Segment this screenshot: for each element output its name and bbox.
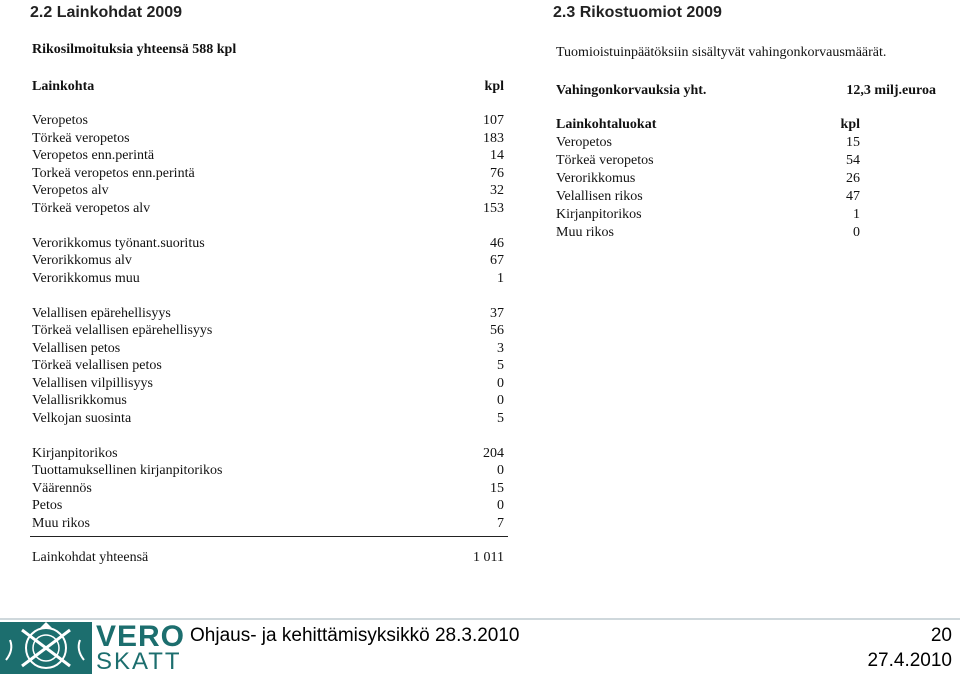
- left-col-label: Lainkohta: [32, 79, 95, 94]
- row-value: 5: [497, 410, 504, 426]
- row-label: Velallisen rikos: [556, 189, 643, 204]
- section-title-rikostuomiot: 2.3 Rikostuomiot 2009: [553, 4, 722, 21]
- table-row: [32, 305, 504, 322]
- table-row: [556, 170, 860, 187]
- page-number: 20: [930, 625, 952, 646]
- row-value: 204: [483, 445, 504, 461]
- row-value: 15: [846, 135, 860, 150]
- table-row: [32, 340, 504, 357]
- row-value: 183: [483, 130, 504, 146]
- footer-unit-date: Ohjaus- ja kehittämisyksikkö 28.3.2010: [190, 625, 520, 646]
- table-row: [32, 130, 504, 147]
- row-value: 56: [490, 323, 504, 338]
- table-row: [32, 165, 504, 182]
- row-label: Petos: [32, 498, 63, 513]
- table-row: [556, 224, 860, 241]
- reports-total-subtitle: Rikosilmoituksia yhteensä 588 kpl: [32, 42, 237, 57]
- table-row: [32, 480, 504, 497]
- row-value: 3: [497, 340, 504, 356]
- row-label: Muu rikos: [556, 225, 614, 240]
- row-label: Verorikkomus: [556, 171, 636, 186]
- row-value: 0: [497, 393, 504, 408]
- table-row: [32, 200, 504, 217]
- vero-skatt-logo: [0, 620, 186, 675]
- table-row: [32, 375, 504, 392]
- row-value: 37: [490, 305, 504, 321]
- damages-row: [556, 82, 936, 99]
- table-row: [32, 252, 504, 269]
- tax-administration-emblem-icon: [0, 620, 92, 674]
- table-row: [32, 445, 504, 462]
- row-label: Tuottamuksellinen kirjanpitorikos: [32, 463, 223, 478]
- row-label: Törkeä velallisen petos: [32, 358, 162, 373]
- row-value: 0: [497, 463, 504, 478]
- row-label: Verorikkomus työnant.suoritus: [32, 235, 205, 251]
- row-value: 54: [846, 153, 860, 168]
- row-value: 76: [490, 165, 504, 181]
- row-value: 67: [490, 253, 504, 268]
- table-row: [32, 392, 504, 409]
- row-label: Muu rikos: [32, 515, 90, 531]
- left-col-unit: kpl: [484, 79, 504, 94]
- row-value: 0: [497, 375, 504, 391]
- section-title-lainkohdat: 2.2 Lainkohdat 2009: [30, 4, 183, 21]
- row-label: Verorikkomus muu: [32, 270, 140, 286]
- logo-skatt-text: SKATT: [96, 648, 182, 675]
- table-row: [32, 410, 504, 427]
- table-row: [32, 357, 504, 374]
- row-label: Törkeä veropetos alv: [32, 200, 151, 216]
- row-label: Veropetos: [32, 113, 88, 128]
- footer-date: 27.4.2010: [867, 650, 952, 671]
- row-value: 47: [846, 189, 860, 204]
- row-value: 107: [483, 113, 504, 128]
- row-label: Verorikkomus alv: [32, 253, 132, 268]
- table-row: [32, 182, 504, 199]
- table-row: [32, 112, 504, 129]
- logo-vero-text: VERO: [96, 620, 186, 653]
- table-row: [556, 134, 860, 151]
- row-label: Kirjanpitorikos: [556, 207, 642, 222]
- row-label: Velallisrikkomus: [32, 393, 127, 408]
- row-label: Törkeä veropetos: [556, 153, 654, 168]
- table-row: [32, 497, 504, 514]
- damages-note: Tuomioistuinpäätöksiin sisältyvät vahingonkorvausmäärät.: [556, 45, 887, 60]
- row-label: Väärennös: [32, 480, 92, 496]
- row-label: Kirjanpitorikos: [32, 445, 118, 461]
- table-row: [556, 188, 860, 205]
- row-value: 7: [497, 515, 504, 531]
- row-label: Veropetos enn.perintä: [32, 148, 155, 163]
- table-row: [32, 270, 504, 287]
- row-label: Velallisen petos: [32, 340, 121, 356]
- left-table-header: [32, 78, 504, 95]
- row-value: 0: [853, 225, 860, 240]
- row-label: Velallisen epärehellisyys: [32, 305, 171, 321]
- row-value: 26: [846, 171, 860, 186]
- row-value: 32: [490, 183, 504, 198]
- table-row: [32, 235, 504, 252]
- right-col-unit: kpl: [840, 117, 860, 132]
- row-value: 14: [490, 148, 504, 163]
- table-row: [32, 462, 504, 479]
- right-col-label: Lainkohtaluokat: [556, 117, 657, 132]
- row-label: Velkojan suosinta: [32, 410, 132, 426]
- row-label: Törkeä velallisen epärehellisyys: [32, 323, 213, 338]
- total-divider: [30, 536, 508, 537]
- row-value: 1: [497, 270, 504, 286]
- row-value: 0: [497, 498, 504, 513]
- total-label: Lainkohdat yhteensä: [32, 550, 149, 565]
- left-total-row: [32, 549, 504, 566]
- table-row: [556, 152, 860, 169]
- row-label: Velallisen vilpillisyys: [32, 375, 153, 391]
- total-value: 1 011: [473, 550, 504, 565]
- row-label: Törkeä veropetos: [32, 130, 130, 146]
- row-value: 15: [490, 480, 504, 496]
- row-label: Veropetos: [556, 135, 612, 150]
- table-row: [32, 322, 504, 339]
- table-row: [32, 147, 504, 164]
- damages-label: Vahingonkorvauksia yht.: [556, 83, 707, 98]
- row-label: Veropetos alv: [32, 183, 109, 198]
- row-value: 46: [490, 235, 504, 251]
- row-value: 5: [497, 358, 504, 373]
- row-label: Torkeä veropetos enn.perintä: [32, 165, 195, 181]
- table-row: [556, 206, 860, 223]
- right-table-header: [556, 116, 860, 133]
- row-value: 1: [853, 207, 860, 222]
- damages-value: 12,3 milj.euroa: [846, 83, 936, 98]
- table-row: [32, 515, 504, 532]
- row-value: 153: [483, 200, 504, 216]
